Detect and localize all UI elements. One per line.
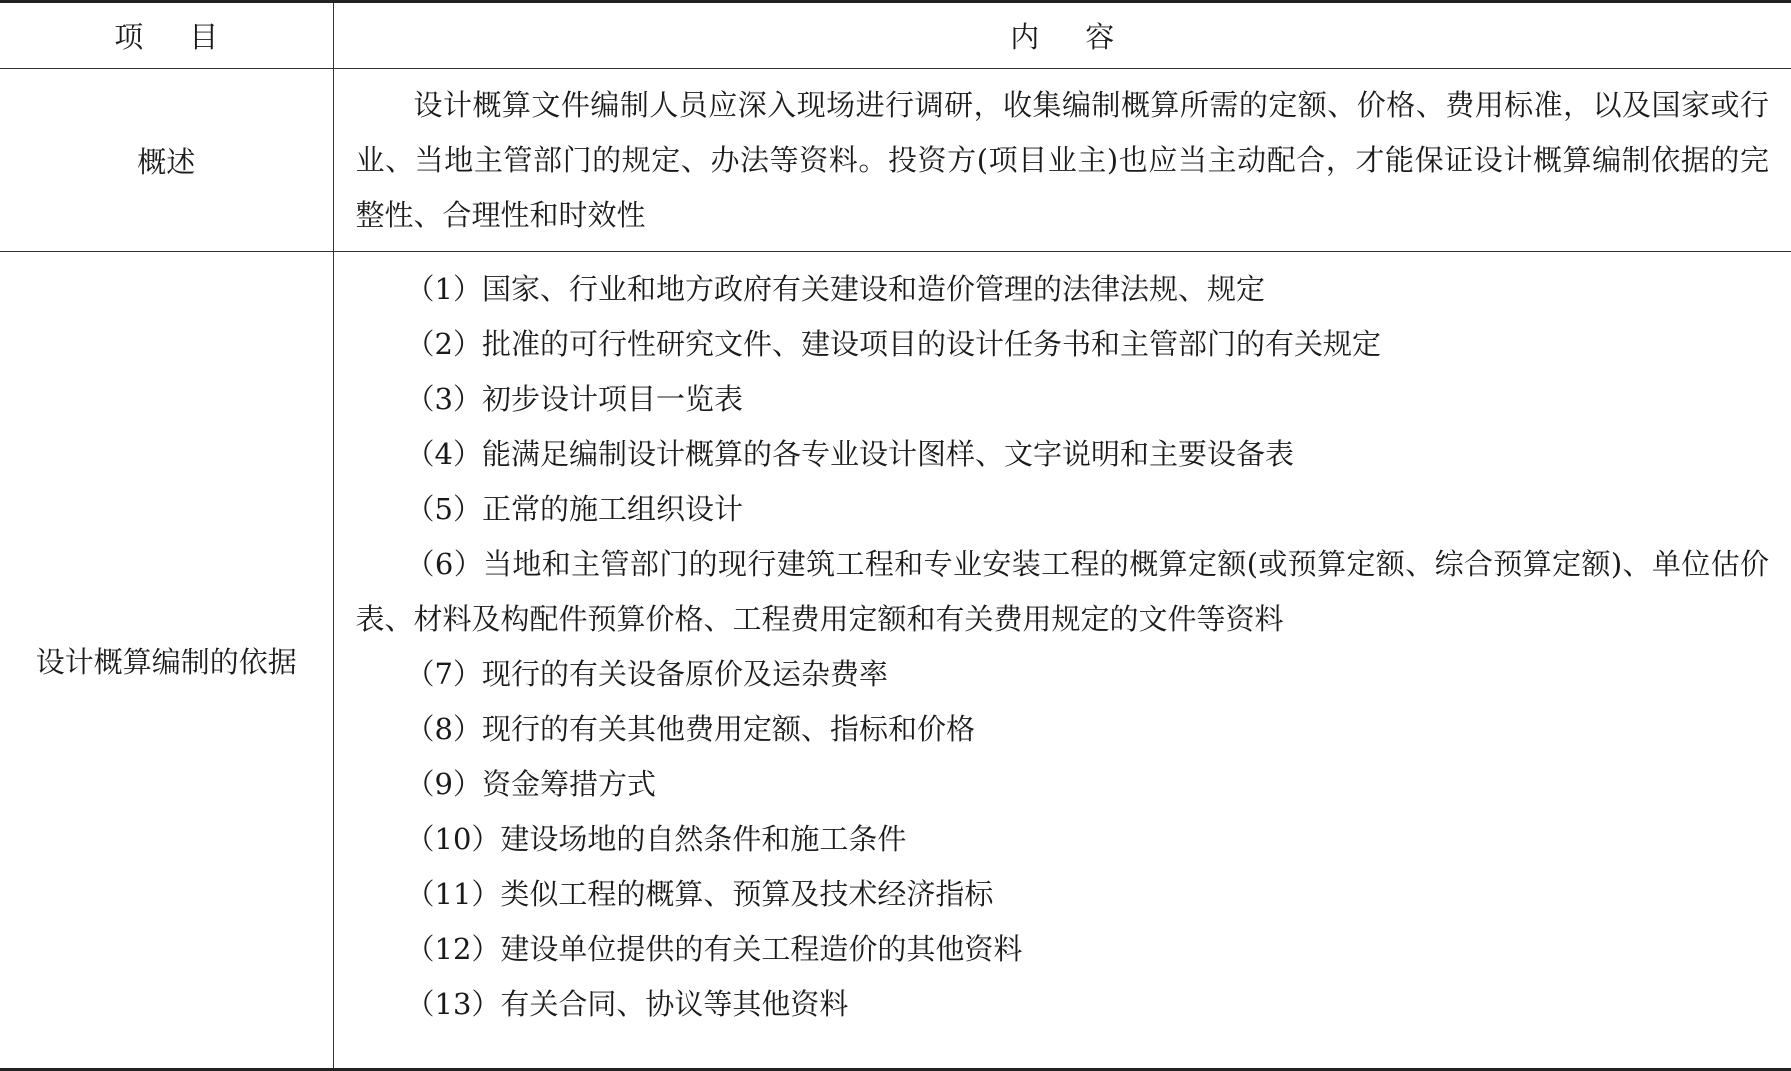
header-content-cell: 内容: [333, 2, 1791, 69]
basis-item-6: （6）当地和主管部门的现行建筑工程和专业安装工程的概算定额(或预算定额、综合预算定额)、单位估价表、材料及构配件预算价格、工程费用定额和有关费用规定的文件等资料: [355, 547, 1769, 636]
table-header-row: [0, 2, 1791, 69]
basis-item-12: （12）建设单位提供的有关工程造价的其他资料: [405, 932, 1023, 966]
basis-item-7: （7）现行的有关设备原价及运杂费率: [405, 657, 888, 691]
basis-item-3: （3）初步设计项目一览表: [405, 382, 743, 416]
table-row-overview: [0, 69, 1791, 252]
overview-label: 概述: [0, 69, 333, 252]
basis-item-8: （8）现行的有关其他费用定额、指标和价格: [405, 712, 975, 746]
basis-item-10: （10）建设场地的自然条件和施工条件: [405, 822, 907, 856]
header-item-cell: 项目: [0, 2, 333, 69]
basis-label: 设计概算编制的依据: [0, 252, 333, 1070]
overview-text: 设计概算文件编制人员应深入现场进行调研，收集编制概算所需的定额、价格、费用标准，以及国家或行业、当地主管部门的规定、办法等资料。投资方(项目业主)也应当主动配合，才能保证设计概算编制依据的完整性、合理性和时效性: [355, 87, 1769, 232]
basis-item-4: （4）能满足编制设计概算的各专业设计图样、文字说明和主要设备表: [405, 437, 1294, 471]
basis-item-9: （9）资金筹措方式: [405, 767, 656, 801]
basis-list: [356, 262, 1770, 1032]
basis-item-13: （13）有关合同、协议等其他资料: [405, 987, 849, 1021]
basis-item-2: （2）批准的可行性研究文件、建设项目的设计任务书和主管部门的有关规定: [405, 327, 1381, 361]
table-row-basis: [0, 252, 1791, 1070]
basis-item-5: （5）正常的施工组织设计: [405, 492, 743, 526]
overview-content-cell: [333, 69, 1791, 252]
basis-content-cell: [333, 252, 1791, 1070]
basis-item-11: （11）类似工程的概算、预算及技术经济指标: [405, 877, 994, 911]
basis-item-1: （1）国家、行业和地方政府有关建设和造价管理的法律法规、规定: [405, 272, 1265, 306]
